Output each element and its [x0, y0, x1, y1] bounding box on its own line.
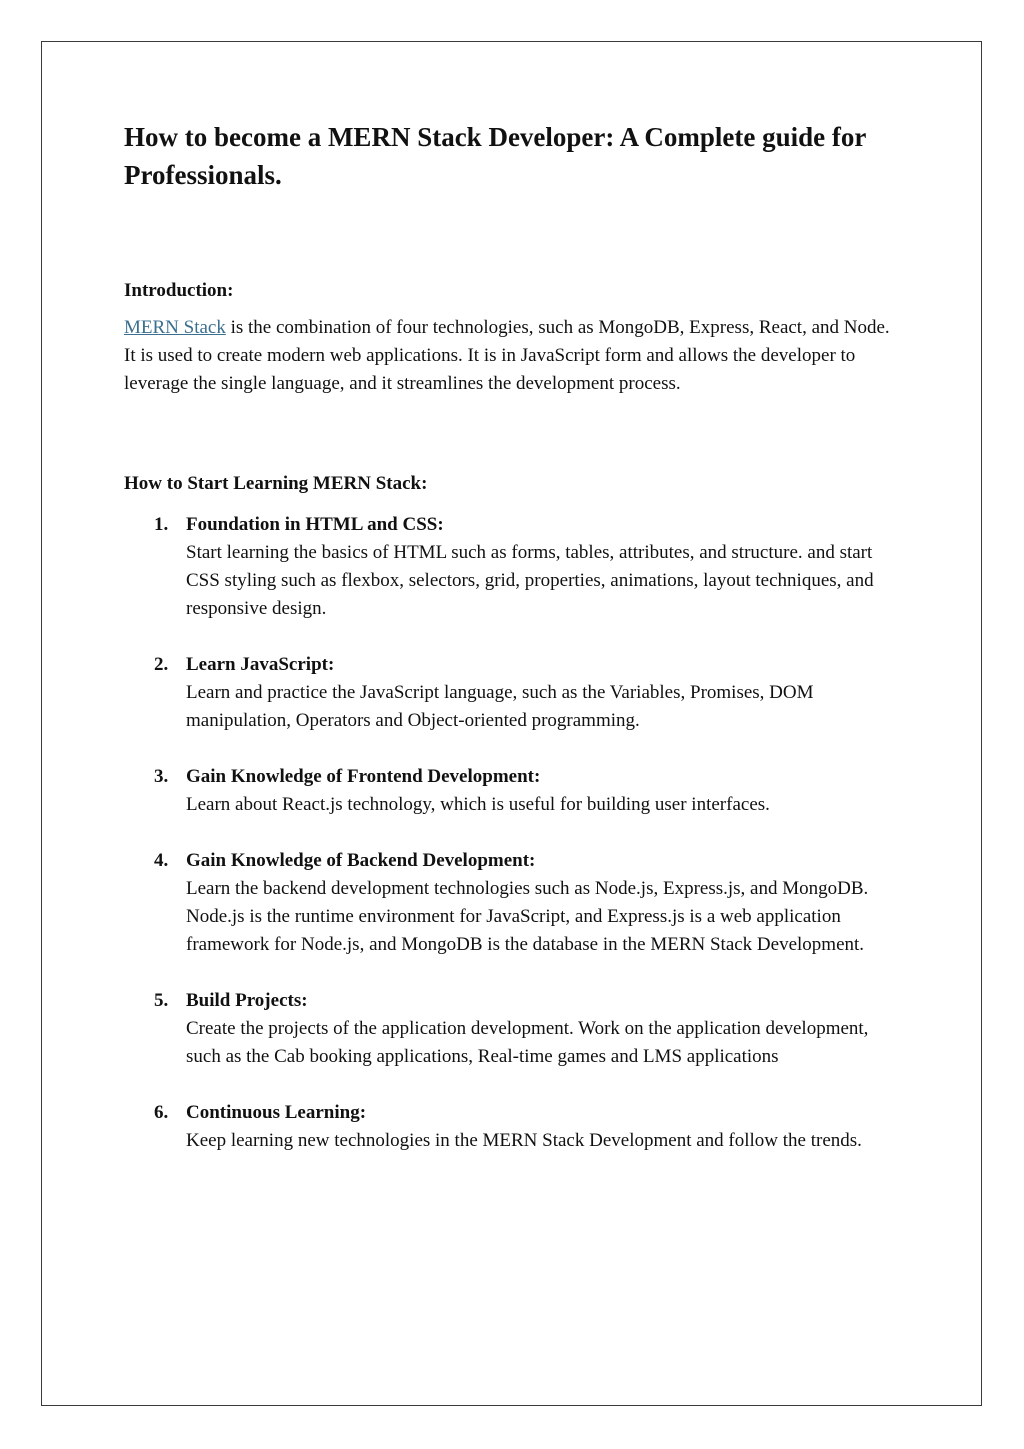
step-body: Learn about React.js technology, which is useful for building user interfaces.: [186, 794, 770, 815]
mern-stack-link[interactable]: MERN Stack: [124, 317, 226, 338]
step-title: Gain Knowledge of Frontend Development:: [186, 766, 541, 787]
step-number: 5.: [154, 990, 169, 1011]
step-number: 1.: [154, 514, 169, 535]
intro-heading: Introduction:: [124, 280, 234, 301]
steps-list: [124, 511, 904, 1155]
learning-heading: How to Start Learning MERN Stack:: [124, 473, 428, 494]
step-body: Start learning the basics of HTML such as forms, tables, attributes, and structure. and start CSS styling such as flexbox, selectors, grid, properties, animations, layout techniques, and responsive design.: [186, 542, 874, 619]
intro-text: is the combination of four technologies, such as MongoDB, Express, React, and Node. It is used to create modern web applications. It is in JavaScript form and allows the developer to leverage the single language, and it streamlines the development process.: [124, 317, 890, 394]
step-number: 6.: [154, 1102, 169, 1123]
step-title: Gain Knowledge of Backend Development:: [186, 850, 536, 871]
step-body: Learn the backend development technologies such as Node.js, Express.js, and MongoDB. Node.js is the runtime environment for JavaScript, and Express.js is a web application framework for Node.js, and MongoDB is the database in the MERN Stack Development.: [186, 878, 869, 955]
step-item: [124, 511, 904, 623]
step-number: 4.: [154, 850, 169, 871]
step-title: Learn JavaScript:: [186, 654, 335, 675]
document-title: How to become a MERN Stack Developer: A Complete guide for Professionals.: [124, 122, 866, 190]
step-item: [124, 1099, 904, 1155]
step-title: Foundation in HTML and CSS:: [186, 514, 444, 535]
step-body: Create the projects of the application development. Work on the application development, such as the Cab booking applications, Real-time games and LMS applications: [186, 1018, 869, 1067]
step-item: [124, 651, 904, 735]
step-title: Build Projects:: [186, 990, 308, 1011]
step-title: Continuous Learning:: [186, 1102, 367, 1123]
intro-paragraph: [124, 314, 904, 398]
step-item: [124, 847, 904, 959]
step-item: [124, 763, 904, 819]
step-number: 3.: [154, 766, 169, 787]
step-body: Learn and practice the JavaScript language, such as the Variables, Promises, DOM manipulation, Operators and Object-oriented programming.: [186, 682, 814, 731]
step-number: 2.: [154, 654, 169, 675]
step-body: Keep learning new technologies in the MERN Stack Development and follow the trends.: [186, 1130, 862, 1151]
step-item: [124, 987, 904, 1071]
document-content: [124, 118, 904, 1183]
